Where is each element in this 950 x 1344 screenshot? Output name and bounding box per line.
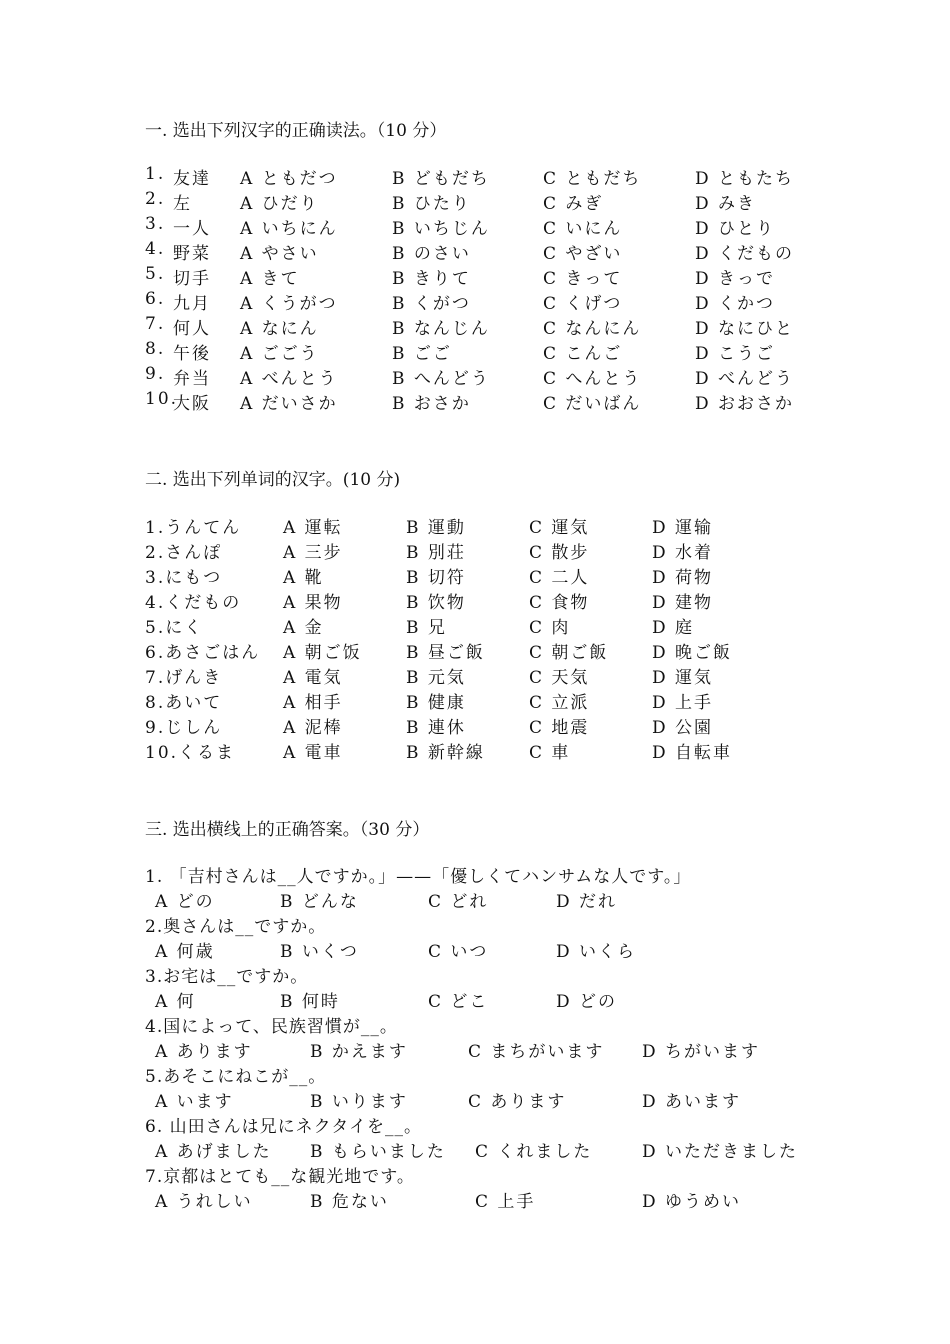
kanji-word: 弁当 (173, 369, 211, 389)
kana-word: 8.あいて (145, 693, 223, 713)
reading-question-row (0, 364, 950, 388)
option-a: A 靴 (283, 568, 324, 588)
option-b: B 新幹線 (406, 743, 485, 763)
question-number: 2. (145, 189, 166, 209)
option-d: D なにひと (695, 319, 795, 339)
kana-word: 1.うんてん (145, 518, 242, 538)
option-b: B なんじん (392, 319, 490, 339)
option-a: A うれしい (155, 1192, 253, 1212)
question-text: 1. 「吉村さんは__人ですか。」——「優しくてハンサムな人です。」 (145, 867, 692, 887)
kanji-question-row (0, 688, 950, 712)
kanji-question-row (0, 738, 950, 762)
option-d: D ゆうめい (642, 1192, 742, 1212)
option-d: D どの (556, 992, 618, 1012)
reading-question-row (0, 189, 950, 213)
option-c: C ともだち (543, 169, 642, 189)
option-c: C くげつ (543, 294, 623, 314)
option-c: C 朝ご飯 (529, 643, 609, 663)
kanji-word: 友達 (173, 169, 211, 189)
kana-word: 9.じしん (145, 718, 223, 738)
option-b: B 元気 (406, 668, 466, 688)
option-a: A ごごう (240, 344, 319, 364)
option-c: C 散步 (529, 543, 590, 563)
reading-question-row (0, 164, 950, 188)
option-b: B 別荘 (406, 543, 466, 563)
option-b: B 健康 (406, 693, 466, 713)
option-b: B へんどう (392, 369, 490, 389)
option-c: C くれました (475, 1142, 593, 1162)
section3-title: 三. 选出横线上的正确答案。（30 分） (145, 820, 430, 840)
option-c: C どれ (428, 892, 489, 912)
option-a: A べんとう (240, 369, 338, 389)
option-d: D ひとり (695, 219, 776, 239)
option-c: C 二人 (529, 568, 590, 588)
option-a: A いちにん (240, 219, 338, 239)
option-b: B 切符 (406, 568, 466, 588)
option-a: A 電気 (283, 668, 343, 688)
option-d: D ちがいます (642, 1042, 761, 1062)
option-c: C へんとう (543, 369, 642, 389)
option-c: C 地震 (529, 718, 590, 738)
kanji-word: 野菜 (173, 244, 211, 264)
option-d: D きっで (695, 269, 776, 289)
option-d: D いただきました (642, 1142, 799, 1162)
option-d: D 公園 (652, 718, 714, 738)
option-b: B 饮物 (406, 593, 466, 613)
question-number: 10. (145, 389, 179, 409)
reading-question-row (0, 264, 950, 288)
kanji-question-row (0, 638, 950, 662)
option-d: D あいます (642, 1092, 742, 1112)
kanji-word: 大阪 (173, 394, 211, 414)
kanji-question-row (0, 713, 950, 737)
option-c: C きって (543, 269, 623, 289)
option-b: B ひたり (392, 194, 471, 214)
option-a: A どの (155, 892, 215, 912)
kanji-word: 午後 (173, 344, 211, 364)
section2-title: 二. 选出下列单词的汉字。(10 分) (145, 470, 401, 490)
answer-options (0, 1187, 950, 1211)
option-d: D こうご (695, 344, 776, 364)
option-b: B 連休 (406, 718, 466, 738)
option-a: A ともだつ (240, 169, 338, 189)
option-b: B いります (310, 1092, 408, 1112)
option-c: C あります (468, 1092, 567, 1112)
option-a: A あります (155, 1042, 253, 1062)
option-d: D 水着 (652, 543, 714, 563)
kanji-question-row (0, 513, 950, 537)
option-a: A 電車 (283, 743, 343, 763)
question-text: 5.あそこにねこが__。 (145, 1067, 327, 1087)
kana-word: 2.さんぽ (145, 543, 223, 563)
reading-question-row (0, 339, 950, 363)
kanji-word: 九月 (173, 294, 211, 314)
option-a: A 何 (155, 992, 196, 1012)
option-a: A きて (240, 269, 300, 289)
kana-word: 7.げんき (145, 668, 223, 688)
option-c: C 立派 (529, 693, 590, 713)
option-b: B かえます (310, 1042, 408, 1062)
answer-options (0, 937, 950, 961)
option-c: C いつ (428, 942, 489, 962)
option-a: A 泥棒 (283, 718, 343, 738)
option-d: D 庭 (652, 618, 695, 638)
option-d: D いくら (556, 942, 637, 962)
kana-word: 5.にく (145, 618, 204, 638)
option-d: D 上手 (652, 693, 714, 713)
kana-word: 4.くだもの (145, 593, 242, 613)
option-a: A やさい (240, 244, 319, 264)
option-d: D ともたち (695, 169, 795, 189)
option-d: D 晚ご飯 (652, 643, 733, 663)
option-d: D くだもの (695, 244, 795, 264)
kanji-word: 何人 (173, 319, 211, 339)
option-b: B ごご (392, 344, 452, 364)
option-a: A 三步 (283, 543, 343, 563)
option-c: C いにん (543, 219, 623, 239)
option-b: B もらいました (310, 1142, 446, 1162)
option-d: D 運输 (652, 518, 714, 538)
option-b: B きりて (392, 269, 471, 289)
option-c: C 運気 (529, 518, 590, 538)
answer-options (0, 1137, 950, 1161)
question-text: 3.お宅は__ですか。 (145, 967, 309, 987)
option-b: B 兄 (406, 618, 447, 638)
kanji-question-row (0, 538, 950, 562)
answer-options (0, 1037, 950, 1061)
option-b: B 危ない (310, 1192, 389, 1212)
option-c: C 肉 (529, 618, 571, 638)
reading-question-row (0, 389, 950, 413)
option-a: A ひだり (240, 194, 319, 214)
reading-question-row (0, 239, 950, 263)
question-number: 5. (145, 264, 166, 284)
option-d: D 建物 (652, 593, 714, 613)
option-a: A 何歳 (155, 942, 215, 962)
option-d: D 荷物 (652, 568, 714, 588)
option-b: B どんな (280, 892, 359, 912)
question-number: 4. (145, 239, 166, 259)
option-c: C だいばん (543, 394, 642, 414)
option-c: C 上手 (475, 1192, 536, 1212)
option-a: A くうがつ (240, 294, 338, 314)
question-number: 6. (145, 289, 166, 309)
option-c: C なんにん (543, 319, 642, 339)
option-a: A なにん (240, 319, 319, 339)
option-b: B 昼ご飯 (406, 643, 485, 663)
question-number: 1. (145, 164, 166, 184)
option-d: D おおさか (695, 394, 795, 414)
option-b: B 何時 (280, 992, 340, 1012)
option-d: D 自転車 (652, 743, 733, 763)
option-c: C 車 (529, 743, 571, 763)
option-c: C どこ (428, 992, 489, 1012)
kana-word: 10.くるま (145, 743, 236, 763)
option-a: A あげました (155, 1142, 272, 1162)
kanji-question-row (0, 613, 950, 637)
kanji-question-row (0, 563, 950, 587)
option-b: B 運動 (406, 518, 466, 538)
kanji-word: 一人 (173, 219, 211, 239)
reading-question-row (0, 214, 950, 238)
option-c: C まちがいます (468, 1042, 605, 1062)
kana-word: 3.にもつ (145, 568, 223, 588)
option-c: C こんご (543, 344, 623, 364)
option-c: C やざい (543, 244, 623, 264)
option-a: A 朝ご饭 (283, 643, 362, 663)
question-number: 9. (145, 364, 166, 384)
option-a: A だいさか (240, 394, 338, 414)
option-d: D みき (695, 194, 757, 214)
kanji-word: 左 (173, 194, 192, 214)
option-c: C 食物 (529, 593, 590, 613)
option-d: D 運気 (652, 668, 714, 688)
question-text: 2.奥さんは__ですか。 (145, 917, 327, 937)
question-number: 8. (145, 339, 166, 359)
option-a: A 運転 (283, 518, 343, 538)
option-b: B いちじん (392, 219, 490, 239)
option-a: A 果物 (283, 593, 343, 613)
option-a: A います (155, 1092, 234, 1112)
option-d: D だれ (556, 892, 618, 912)
kanji-question-row (0, 588, 950, 612)
option-b: B いくつ (280, 942, 359, 962)
option-c: C 天気 (529, 668, 590, 688)
option-b: B のさい (392, 244, 471, 264)
section1-title: 一. 选出下列汉字的正确读法。（10 分） (145, 121, 447, 141)
reading-question-row (0, 314, 950, 338)
answer-options (0, 887, 950, 911)
question-text: 4.国によって、民族習慣が__。 (145, 1017, 398, 1037)
question-number: 7. (145, 314, 166, 334)
kana-word: 6.あさごはん (145, 643, 261, 663)
option-b: B どもだち (392, 169, 490, 189)
option-a: A 金 (283, 618, 324, 638)
kanji-word: 切手 (173, 269, 211, 289)
option-d: D くかつ (695, 294, 776, 314)
reading-question-row (0, 289, 950, 313)
answer-options (0, 987, 950, 1011)
question-text: 7.京都はとても__な観光地です。 (145, 1167, 415, 1187)
option-b: B くがつ (392, 294, 471, 314)
kanji-question-row (0, 663, 950, 687)
answer-options (0, 1087, 950, 1111)
option-b: B おさか (392, 394, 471, 414)
option-d: D べんどう (695, 369, 795, 389)
option-c: C みぎ (543, 194, 604, 214)
question-number: 3. (145, 214, 166, 234)
question-text: 6. 山田さんは兄にネクタイを__。 (145, 1117, 422, 1137)
option-a: A 相手 (283, 693, 343, 713)
